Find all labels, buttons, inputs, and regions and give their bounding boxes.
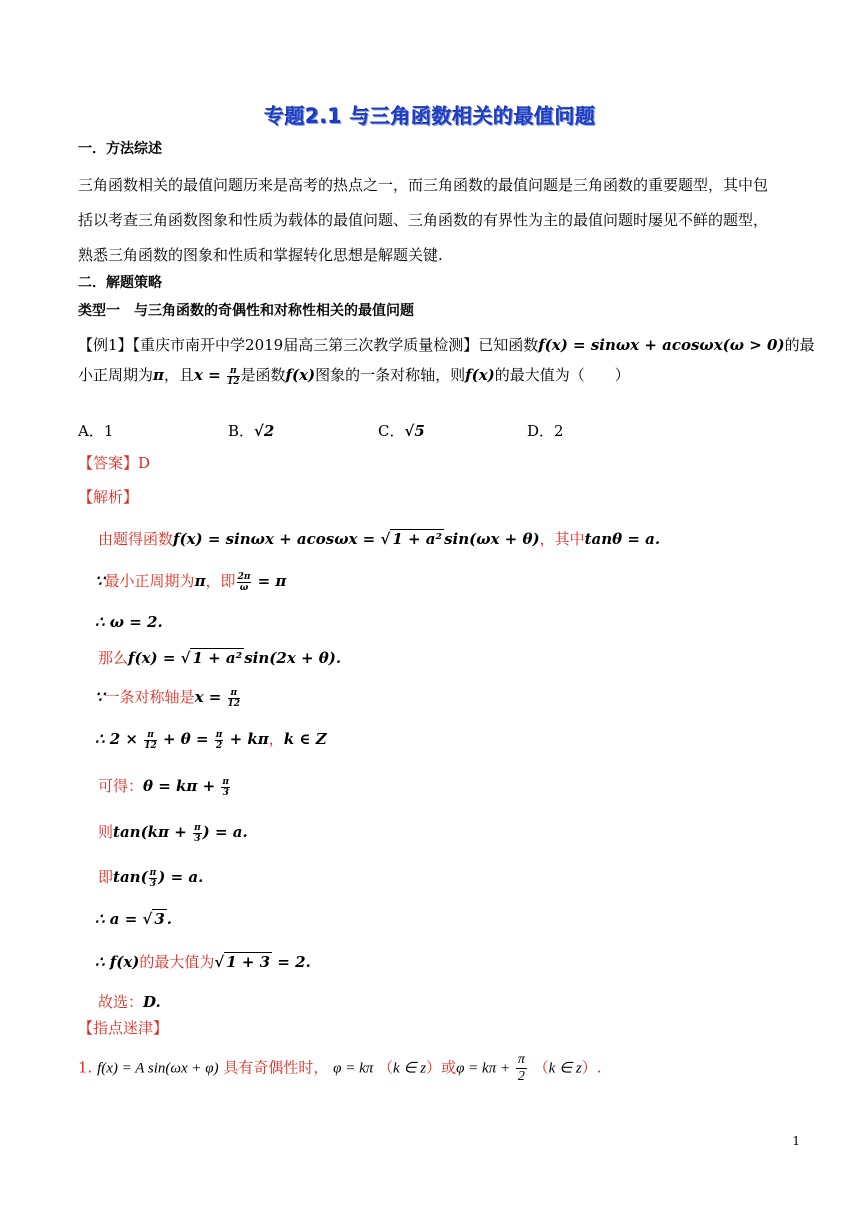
step-2: ∵最小正周期为π，即 $\frac{2\pi}{\omega}$ = π (95, 571, 287, 593)
answer: 【答案】D (78, 454, 151, 472)
step-11: ∴ f(x)的最大值为√ 1 + 3 = 2. (95, 953, 311, 971)
step-7: 可得：θ = kπ + $\frac{\pi}{3}$ (98, 776, 230, 798)
step-3: ∴ ω = 2. (95, 613, 163, 631)
step-9: 即tan( $\frac{\pi}{3}$ ) = a. (98, 867, 204, 889)
example-source: 【例1】【重庆市南开中学2019届高三第三次教学质量检测】已知函数 (78, 336, 539, 354)
step-8: 则tan(kπ + $\frac{\pi}{3}$ ) = a. (98, 822, 248, 844)
fraction: $\frac{\pi}{12}$ (226, 365, 240, 387)
type-heading: 类型一 与三角函数的奇偶性和对称性相关的最值问题 (78, 303, 414, 319)
section-heading-method: 一．方法综述 (78, 141, 162, 157)
page-number: 1 (792, 1134, 800, 1148)
option-c: C．√5 (378, 422, 425, 440)
example-line-1: 【例1】【重庆市南开中学2019届高三第三次教学质量检测】已知函数f(x) = sinωx + acosωx(ω > 0)的最 (78, 336, 815, 354)
step-10: ∴ a = √ 3 . (95, 910, 173, 928)
option-b: B．√2 (228, 422, 275, 440)
paragraph-line: 括以考查三角函数图象和性质为载体的最值问题、三角函数的有界性为主的最值问题时屡见不鲜的题型， (78, 211, 769, 229)
tip-1: 1. f(x) = A sin(ωx + φ) 具有奇偶性时， φ = kπ （k ∈ z）或φ = kπ + $\frac{\pi}{2}$ （k ∈ z）. (78, 1052, 602, 1084)
page-title: 专题2.1 与三角函数相关的最值问题 (264, 104, 596, 128)
option-a: A．1 (78, 422, 114, 440)
tips-label: 【指点迷津】 (78, 1019, 169, 1037)
example-line-2: 小正周期为π，且x = $\frac{\pi}{12}$ 是函数f(x)图象的一条对称轴，则f(x)的最大值为（ ） (78, 365, 630, 387)
step-6: ∴ 2 × $\frac{\pi}{12}$ + θ = $\frac{\pi}{2}$ + kπ，k ∈ Z (95, 729, 327, 751)
paragraph-line: 熟悉三角函数的图象和性质和掌握转化思想是解题关键. (78, 246, 443, 264)
function-definition: f(x) = sinωx + acosωx(ω > 0) (538, 336, 785, 354)
section-heading-strategy: 二．解题策略 (78, 275, 162, 291)
step-5: ∵一条对称轴是x = $\frac{\pi}{12}$ (95, 687, 241, 709)
step-12: 故选：D. (98, 993, 161, 1011)
option-d: D．2 (527, 422, 564, 440)
paragraph-line: 三角函数相关的最值问题历来是高考的热点之一，而三角函数的最值问题是三角函数的重要题型，其中包 (78, 176, 769, 194)
step-1: 由题得函数f(x) = sinωx + acosωx = √ 1 + a² sin(ωx + θ)，其中tanθ = a. (98, 530, 661, 548)
step-4: 那么f(x) = √ 1 + a² sin(2x + θ). (98, 649, 342, 667)
analysis-label: 【解析】 (78, 488, 139, 506)
